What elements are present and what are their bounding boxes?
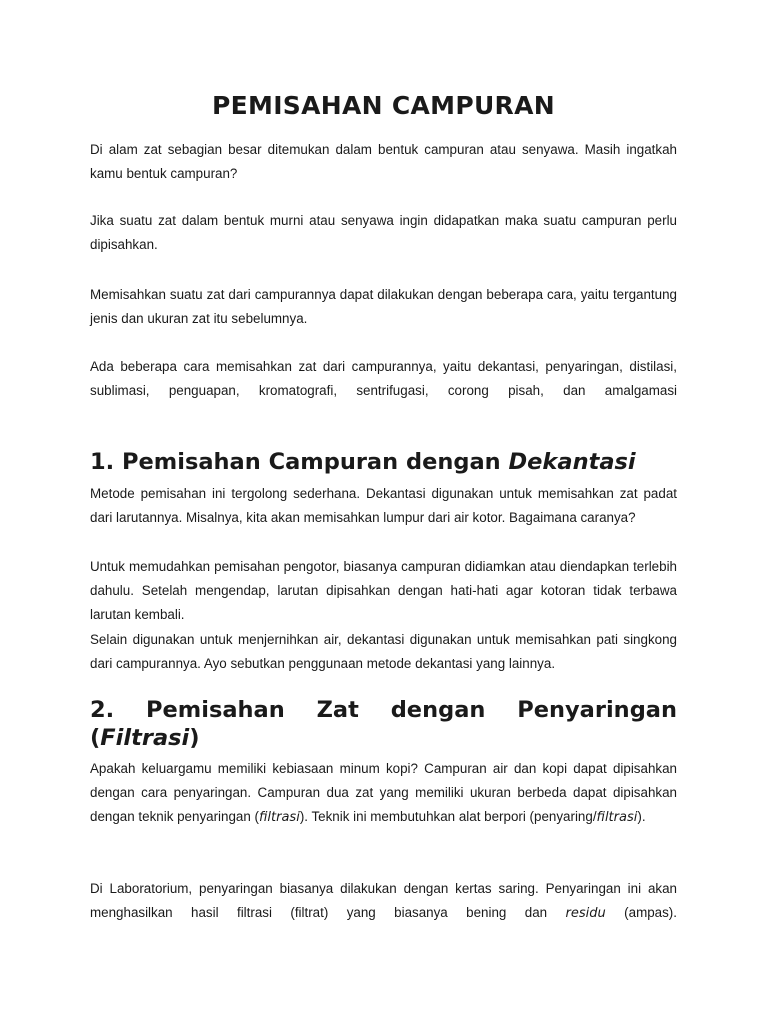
section-1-paragraph-2: Untuk memudahkan pemisahan pengotor, biasanya campuran didiamkan atau diendapkan terlebih dahulu. Setelah mengendap, larutan dipisahkan dengan hati-hati agar kotoran tidak terbawa larutan kembali. (90, 559, 677, 623)
section-2-paragraph-1-text-a: Apakah keluargamu memiliki kebiasaan minum kopi? Campuran air dan kopi dapat dipisahkan dengan cara penyaringan. Campuran dua zat yang memiliki ukuran berbeda dapat dipisahkan dengan teknik penyaringan ( (90, 761, 677, 825)
section-1-paragraph-3: Selain digunakan untuk menjernihkan air, dekantasi digunakan untuk memisahkan pati singkong dari campurannya. Ayo sebutkan penggunaan metode dekantasi yang lainnya. (90, 632, 677, 672)
section-2-paragraph-2-text-a: Di Laboratorium, penyaringan biasanya dilakukan dengan kertas saring. Penyaringan ini akan menghasilkan hasil filtrasi (filtrat) yang biasanya bening dan (90, 881, 677, 921)
intro-paragraph-3: Memisahkan suatu zat dari campurannya dapat dilakukan dengan beberapa cara, yaitu tergantung jenis dan ukuran zat itu sebelumnya. (90, 287, 677, 327)
section-2-paragraph-1 (90, 757, 677, 831)
section-2-paragraph-2-text-b: (ampas). (605, 905, 677, 921)
document-title: PEMISAHAN CAMPURAN (212, 91, 555, 120)
section-2-paragraph-1-term-2: filtrasi (596, 810, 638, 826)
intro-paragraph-4: Ada beberapa cara memisahkan zat dari campurannya, yaitu dekantasi, penyaringan, distilasi, sublimasi, penguapan, kromatografi, sentrifugasi, corong pisah, dan amalgamasi (90, 359, 677, 399)
section-1-heading (90, 448, 677, 476)
section-2-paragraph-1-text-c: ). (637, 809, 646, 825)
section-1-paragraph-1: Metode pemisahan ini tergolong sederhana. Dekantasi digunakan untuk memisahkan zat padat dari larutannya. Misalnya, kita akan memisahkan lumpur dari air kotor. Bagaimana caranya? (90, 486, 677, 526)
section-2-heading-term: Filtrasi (100, 725, 190, 751)
section-2-heading (90, 696, 677, 752)
section-2-heading-prefix: 2. Pemisahan Zat dengan Penyaringan ( (90, 697, 677, 751)
intro-paragraph-1: Di alam zat sebagian besar ditemukan dalam bentuk campuran atau senyawa. Masih ingatkah kamu bentuk campuran? (90, 142, 677, 182)
section-2-paragraph-2 (90, 877, 677, 926)
section-2-paragraph-1-text-b: ). Teknik ini membutuhkan alat berpori (penyaring/ (299, 809, 597, 825)
section-1-heading-term: Dekantasi (508, 449, 636, 475)
section-2-heading-suffix: ) (189, 725, 200, 751)
section-2-paragraph-2-term: residu (565, 906, 606, 922)
intro-paragraph-2: Jika suatu zat dalam bentuk murni atau senyawa ingin didapatkan maka suatu campuran perlu dipisahkan. (90, 213, 677, 253)
section-1-heading-prefix: 1. Pemisahan Campuran dengan (90, 449, 509, 475)
section-2-paragraph-1-term-1: filtrasi (259, 810, 300, 826)
